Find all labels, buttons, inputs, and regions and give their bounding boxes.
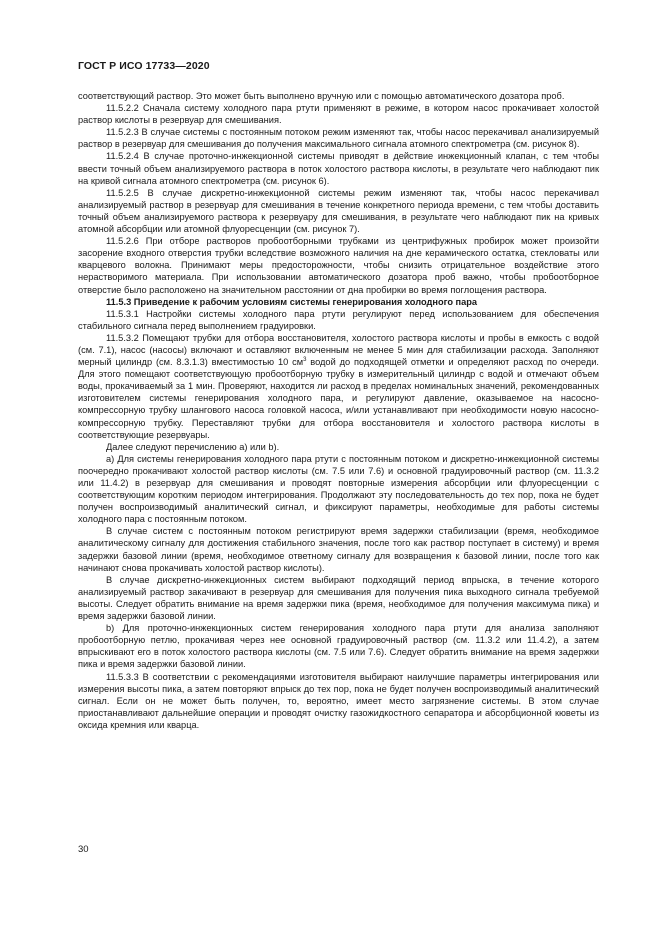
- page-number: 30: [78, 844, 89, 855]
- list-item-a: а) Для системы генерирования холодного пара ртути с постоянным потоком и дискретно-инжекционной системы поочередно прокачивают холостой раствор кислоты (см. 7.5 или 7.6) и основной градуировочный раствор (см. 11.3.2 или 11.4.2) в резервуар для смешивания и проводят повторные измерения абсорбции или флуоресценции с соответствующим коротким периодом интегрирования. Продолжают эту последовательность до тех пор, пока не будет получен воспроизводимый аналитический сигнал, и фиксируют параметры, необходимые для работы системы холодного пара с постоянным потоком.: [78, 453, 599, 525]
- paragraph: В случае систем с постоянным потоком регистрируют время задержки стабилизации (время, необходимое аналитическому сигналу для достижения стабильного значения, после того как раствор поступает в систему) и время задержки базовой линии (время, необходимое ответному сигналу для возвращения к базовой линии, после того как начинают снова прокачивать холостой раствор кислоты).: [78, 526, 599, 573]
- paragraph: 11.5.3.3 В соответствии с рекомендациями изготовителя выбирают наилучшие параметры интегрирования или измерения высоты пика, а затем повторяют впрыск до тех пор, пока не будет получен воспроизводимый аналитический сигнал. Если он не может быть получен, то, вероятно, имеет место загрязнение системы. В этом случае приостанавливают дальнейшие операции и проводят очистку газожидкостного сепаратора и абсорбционной кюветы из оксида кремния или кварца.: [78, 671, 599, 730]
- paragraph: 11.5.2.3 В случае системы с постоянным потоком режим изменяют так, чтобы насос перекачивал анализируемый раствор в резервуар для смешивания до получения максимального сигнала атомного спектрометра (см. рисунок 8).: [78, 127, 599, 150]
- paragraph: 11.5.2.6 При отборе растворов пробоотборными трубками из центрифужных пробирок может произойти засорение входного отверстия трубки вследствие возможного наличия на дне керамического остатка, стекловаты или кварцевого волокна. Принимают меры предосторожности, чтобы снизить отрицательное воздействие этого нерастворимого материала. При использовании автоматического дозатора проб важно, чтобы пробоотборное отверстие было расположено на значительном расстоянии от дна пробирки во время поглощения раствора.: [78, 236, 599, 295]
- section-heading: 11.5.3 Приведение к рабочим условиям системы генерирования холодного пара: [106, 296, 478, 307]
- paragraph: 11.5.2.2 Сначала систему холодного пара ртути применяют в режиме, в котором насос прокачивает холостой раствор кислоты в резервуар для смешивания.: [78, 103, 599, 126]
- paragraph-text: 11.5.3.2 Помещают трубки для отбора восстановителя, холостого раствора кислоты и пробы в емкость с водой (см. 7.1), насос (насосы) включают и оставляют включенным не менее 5 мин для стабилизации расхода. Заполняют мерный цилиндр (см. 8.3.1.3) вместимостью 10 см: [78, 332, 599, 368]
- paragraph-text: водой до подходящей отметки и определяют расход по очереди. Для этого помещают соответствующую пробоотборную трубку в измерительный цилиндр с водой и отмечают объем воды, прокачиваемый за 1 мин. Проверяют, находится ли расход в пределах номинальных значений, рекомендованных изготовителем системы генерирования холодного пара, и регулируют давление, оказываемое на насосно-компрессорную трубку шлангового насоса головкой насоса, и/или устанавливают при необходимости новую насосно-компрессорную трубку. Переставляют трубки для отбора восстановителя и холостого раствора кислоты в соответствующие резервуары.: [78, 357, 599, 440]
- paragraph: соответствующий раствор. Это может быть выполнено вручную или с помощью автоматического дозатора проб.: [78, 91, 565, 101]
- paragraph: Далее следуют перечислению а) или b).: [106, 441, 280, 452]
- paragraph: [78, 332, 599, 441]
- page-header: ГОСТ Р ИСО 17733—2020: [78, 60, 210, 72]
- paragraph: 11.5.2.5 В случае дискретно-инжекционной системы режим изменяют так, чтобы насос перекачивал анализируемый раствор в резервуар для смешивания в течение конкретного периода времени, с тем чтобы доставить точный объем анализируемого раствора к резервуару для смешивания, в результате чего наблюдают пик на кривых атомной абсорбции или атомной флуоресценции (см. рисунок 7).: [78, 187, 599, 235]
- body-text: [78, 90, 599, 731]
- paragraph: 11.5.3.1 Настройки системы холодного пара ртути регулируют перед использованием для обеспечения стабильного сигнала перед выполнением градуировки.: [78, 308, 599, 331]
- list-item-b: b) Для проточно-инжекционных систем генерирования холодного пара ртути для анализа заполняют пробоотборную петлю, прокачивая через нее основной градуировочный раствор (см. 11.3.2 или 11.4.2), а затем впрыскивают его в поток холостого раствора кислоты (см. 7.5 или 7.6). Следует обратить внимание на время задержки пика и время задержки базовой линии.: [78, 623, 599, 670]
- superscript: 3: [303, 356, 307, 363]
- paragraph: В случае дискретно-инжекционных систем выбирают подходящий период впрыска, в течение которого анализируемый раствор закачивают в резервуар для смешивания для получения пика выходного сигнала требуемой высоты. Следует обратить внимание на время задержки пика (время, необходимое для получения максимума пика) и время задержки базовой линии.: [78, 574, 599, 622]
- paragraph: 11.5.2.4 В случае проточно-инжекционной системы приводят в действие инжекционный клапан, с тем чтобы ввести точный объем анализируемого раствора в поток холостого раствора кислоты, в результате чего наблюдают пик на кривой сигнала атомного спектрометра (см. рисунок 6).: [78, 151, 599, 186]
